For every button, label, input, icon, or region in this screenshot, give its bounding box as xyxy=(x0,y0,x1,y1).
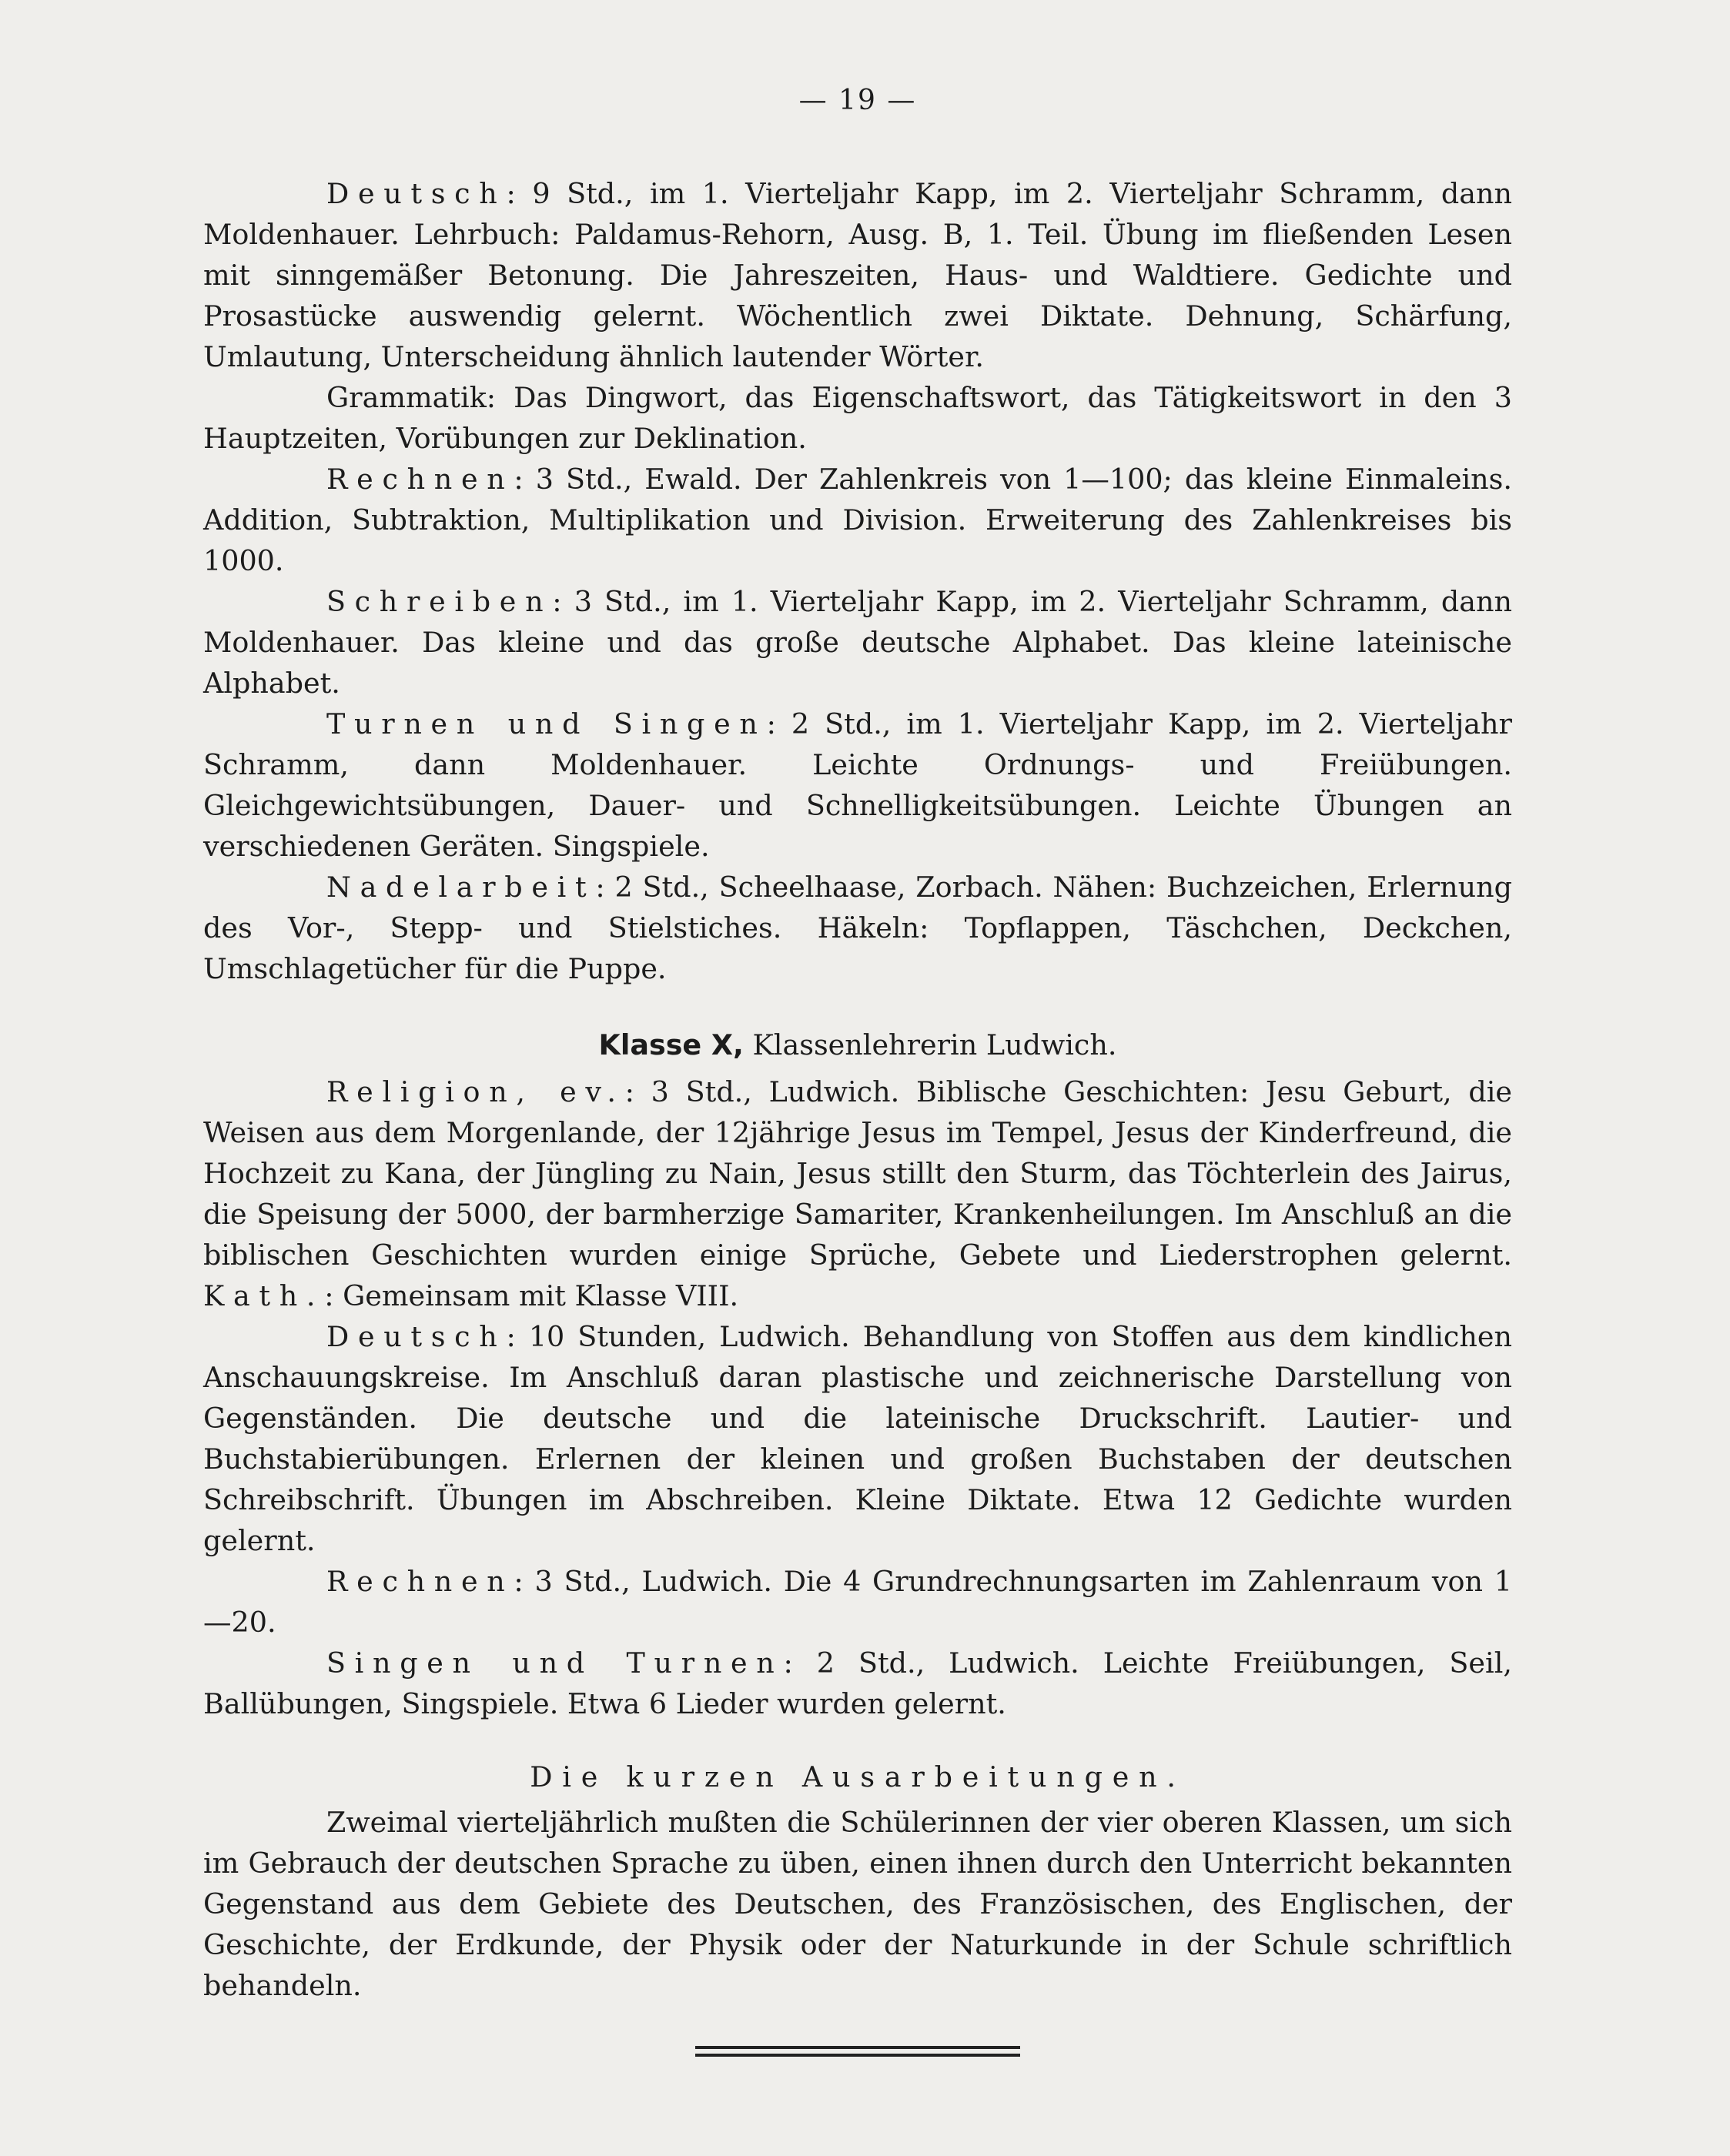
paragraph-nadelarbeit-text: : 2 Std., Scheelhaase, Zorbach. Nähen: Buchzeichen, Erlernung des Vor-, Stepp- und Stielstiches. Häkeln: Topflappen, Täschchen, Deckchen, Umschlagetücher für die Puppe. xyxy=(203,871,1512,985)
paragraph-deutsch-x xyxy=(203,1316,1512,1561)
heading-klasse-x-bold: Klasse X, xyxy=(598,1028,744,1061)
subject-label-kath: Kath. xyxy=(203,1279,325,1312)
subject-label-singen-x: Singen und Turnen xyxy=(326,1646,784,1680)
subject-label-deutsch-x: Deutsch xyxy=(326,1320,507,1353)
subject-label-turnen: Turnen und Singen xyxy=(326,707,767,740)
heading-klasse-x-rest: Klassenlehrerin Ludwich. xyxy=(743,1028,1117,1061)
subject-label-schreiben: Schreiben xyxy=(326,585,553,618)
paragraph-religion-text: : 3 Std., Ludwich. Biblische Geschichten: Jesu Geburt, die Weisen aus dem Morgenlande, der 12jährige Jesus im Tempel, Jesus der Kinderfreund, die Hochzeit zu Kana, der Jüngling zu Nain, Jesus stillt den Sturm, das Töchterlein des Jairus, die Speisung der 5000, der barmherzige Samariter, Krankenheilungen. Im Anschluß an die biblischen Geschichten wurden einige Sprüche, Gebete und Liederstrophen gelernt. xyxy=(203,1075,1512,1272)
paragraph-turnen-text: : 2 Std., im 1. Vierteljahr Kapp, im 2. Vierteljahr Schramm, dann Moldenhauer. Leichte Ordnungs- und Freiübungen. Gleichgewichtsübungen, Dauer- und Schnelligkeitsübungen. Leichte Übungen an verschiedenen Geräten. Singspiele. xyxy=(203,707,1512,863)
paragraph-schreiben-text: : 3 Std., im 1. Vierteljahr Kapp, im 2. Vierteljahr Schramm, dann Moldenhauer. Das kleine und das große deutsche Alphabet. Das kleine lateinische Alphabet. xyxy=(203,585,1512,700)
paragraph-rechnen-text: : 3 Std., Ewald. Der Zahlenkreis von 1—100; das kleine Einmaleins. Addition, Subtraktion, Multiplikation und Division. Erweiterung des Zahlenkreises bis 1000. xyxy=(203,463,1512,577)
paragraph-rechnen-x xyxy=(203,1561,1512,1643)
paragraph-rechnen-x-text: : 3 Std., Ludwich. Die 4 Grundrechnungsarten im Zahlenraum von 1—20. xyxy=(203,1565,1512,1639)
subject-label-nadelarbeit: Nadelarbeit xyxy=(326,871,596,904)
subject-label-religion: Religion, ev. xyxy=(326,1075,625,1108)
paragraph-schreiben xyxy=(203,581,1512,704)
document-page xyxy=(203,80,1512,2057)
paragraph-rechnen xyxy=(203,459,1512,581)
paragraph-singen-x-text: : 2 Std., Ludwich. Leichte Freiübungen, Seil, Ballübungen, Singspiele. Etwa 6 Lieder wurden gelernt. xyxy=(203,1646,1512,1720)
subject-label-rechnen: Rechnen xyxy=(326,463,514,496)
paragraph-ausarbeitungen: Zweimal vierteljährlich mußten die Schülerinnen der vier oberen Klassen, um sich im Gebrauch der deutschen Sprache zu üben, einen ihnen durch den Unterricht bekannten Gegenstand aus dem Gebiete des Deutschen, des Französischen, des Englischen, der Geschichte, der Erdkunde, der Physik oder der Naturkunde in der Schule schriftlich behandeln. xyxy=(203,1806,1512,2002)
paragraph-deutsch xyxy=(203,173,1512,377)
paragraph-kath-text: : Gemeinsam mit Klasse VIII. xyxy=(324,1279,739,1312)
page-number: — 19 — xyxy=(798,85,917,116)
heading-klasse-x xyxy=(203,1025,1512,1065)
paragraph-deutsch-x-text: : 10 Stunden, Ludwich. Behandlung von Stoffen aus dem kindlichen Anschauungskreise. Im Anschluß daran plastische und zeichnerische Darstellung von Gegenständen. Die deutsche und die lateinische Druckschrift. Lautier- und Buchstabierübungen. Erlernen der kleinen und großen Buchstaben der deutschen Schreibschrift. Übungen im Abschreiben. Kleine Diktate. Etwa 12 Gedichte wurden gelernt. xyxy=(203,1320,1512,1557)
paragraph-deutsch-text: : 9 Std., im 1. Vierteljahr Kapp, im 2. Vierteljahr Schramm, dann Moldenhauer. Lehrbuch: Paldamus-Rehorn, Ausg. B, 1. Teil. Übung im fließenden Lesen mit sinngemäßer Betonung. Die Jahreszeiten, Haus- und Waldtiere. Gedichte und Prosastücke auswendig gelernt. Wöchentlich zwei Diktate. Dehnung, Schärfung, Umlautung, Unterscheidung ähnlich lautender Wörter. xyxy=(203,177,1512,373)
subject-label-deutsch: Deutsch xyxy=(326,177,507,210)
paragraph-singen-x xyxy=(203,1643,1512,1724)
heading-ausarbeitungen: Die kurzen Ausarbeitungen. xyxy=(530,1760,1186,1793)
paragraph-nadelarbeit xyxy=(203,867,1512,989)
paragraph-grammatik: Grammatik: Das Dingwort, das Eigenschaftswort, das Tätigkeitswort in den 3 Hauptzeiten, Vorübungen zur Deklination. xyxy=(203,381,1512,455)
subject-label-rechnen-x: Rechnen xyxy=(326,1565,514,1598)
paragraph-turnen xyxy=(203,704,1512,867)
paragraph-religion xyxy=(203,1071,1512,1316)
double-rule-divider xyxy=(695,2046,1020,2057)
